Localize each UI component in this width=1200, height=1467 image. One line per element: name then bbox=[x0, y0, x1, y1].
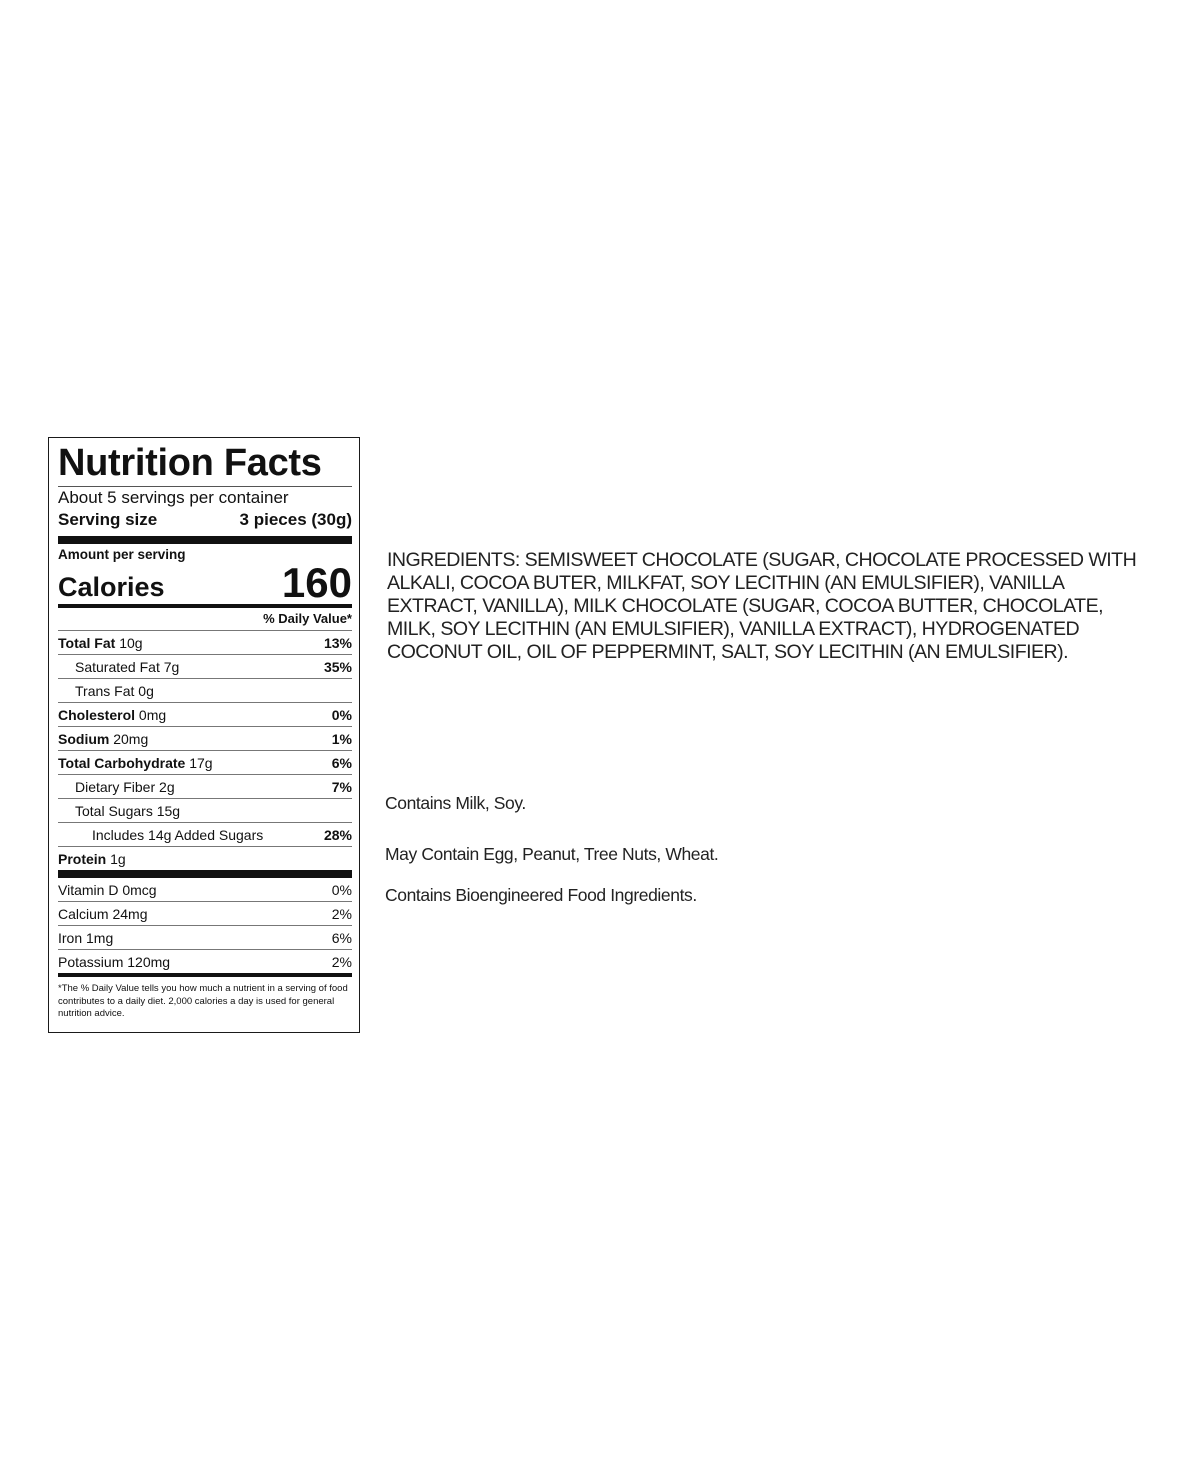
nutrient-dv: 0% bbox=[331, 706, 352, 723]
nutrient-dv: 6% bbox=[331, 754, 352, 771]
nutrient-row-trans-fat bbox=[58, 678, 352, 702]
vitamin-dv: 2% bbox=[331, 905, 352, 922]
servings-per-container: About 5 servings per container bbox=[58, 488, 289, 507]
nutrient-row-total-fat bbox=[58, 630, 352, 654]
nutrient-amount: 1g bbox=[110, 850, 126, 867]
calories-label: Calories bbox=[58, 572, 165, 602]
nutrient-name: Sodium bbox=[58, 730, 110, 747]
nutrient-row-total-sugars bbox=[58, 798, 352, 822]
nutrient-amount: 7g bbox=[163, 658, 180, 675]
nutrition-facts-content bbox=[58, 438, 352, 1021]
vitamin-name: Potassium bbox=[58, 953, 124, 970]
vitamin-row-iron bbox=[58, 925, 352, 949]
nutrient-dv: 35% bbox=[323, 658, 352, 675]
nutrient-name: Trans Fat bbox=[75, 682, 135, 699]
nutrient-name: Total Sugars bbox=[75, 802, 153, 819]
nutrient-row-added-sugars bbox=[58, 822, 352, 846]
nutrient-name: Protein bbox=[58, 850, 107, 867]
nutrient-name: Total Fat bbox=[58, 634, 116, 651]
vitamin-row-calcium bbox=[58, 901, 352, 925]
calories-value: 160 bbox=[281, 559, 352, 606]
may-contain-allergens: May Contain Egg, Peanut, Tree Nuts, Wheat. bbox=[385, 844, 719, 864]
medium-divider bbox=[58, 973, 352, 977]
nutrient-dv: 28% bbox=[323, 826, 352, 843]
serving-size-row bbox=[58, 509, 352, 531]
nutrient-name: Saturated Fat bbox=[75, 658, 160, 675]
vitamin-row-vitamin-d bbox=[58, 878, 352, 901]
nutrient-row-cholesterol bbox=[58, 702, 352, 726]
vitamin-row-potassium bbox=[58, 949, 352, 973]
vitamin-name: Calcium bbox=[58, 905, 109, 922]
amount-per-serving: Amount per serving bbox=[58, 547, 186, 562]
bioengineered-statement: Contains Bioengineered Food Ingredients. bbox=[385, 885, 697, 905]
contains-allergens: Contains Milk, Soy. bbox=[385, 793, 526, 813]
vitamin-dv: 6% bbox=[331, 929, 352, 946]
nutrition-facts-title: Nutrition Facts bbox=[58, 442, 322, 484]
nutrient-dv: 1% bbox=[331, 730, 352, 747]
nutrient-amount: 0g bbox=[138, 682, 154, 699]
vitamin-amount: 120mg bbox=[127, 953, 171, 970]
nutrient-amount: 10g bbox=[119, 634, 143, 651]
nutrient-row-total-carbohydrate bbox=[58, 750, 352, 774]
nutrient-amount: 15g bbox=[156, 802, 181, 819]
vitamin-name: Iron bbox=[58, 929, 83, 946]
vitamin-dv: 0% bbox=[331, 881, 352, 898]
vitamin-amount: 24mg bbox=[112, 905, 148, 922]
nutrient-amount: 17g bbox=[189, 754, 213, 771]
serving-size-value: 3 pieces (30g) bbox=[239, 510, 352, 529]
vitamin-name: Vitamin D bbox=[58, 881, 119, 898]
nutrient-amount: 20mg bbox=[113, 730, 149, 747]
nutrient-amount: 2g bbox=[159, 778, 175, 795]
nutrient-row-saturated-fat bbox=[58, 654, 352, 678]
nutrient-name: Total Carbohydrate bbox=[58, 754, 186, 771]
vitamin-dv: 2% bbox=[331, 953, 352, 970]
nutrient-row-dietary-fiber bbox=[58, 774, 352, 798]
thick-divider bbox=[58, 536, 352, 544]
ingredients-text: INGREDIENTS: SEMISWEET CHOCOLATE (SUGAR, CHOCOLATE PROCESSED WITH ALKALI, COCOA BUTER, MILKFAT, SOY LECITHIN (AN EMULSIFIER), VANILLA EXTRACT, VANILLA), MILK CHOCOLATE (SUGAR, COCOA BUTTER, CHOCOLATE, MILK, SOY LECITHIN (AN EMULSIFIER), VANILLA EXTRACT), HYDROGENATED COCONUT OIL, OIL OF PEPPERMINT, SALT, SOY LECITHIN (AN EMULSIFIER). bbox=[387, 549, 1137, 663]
daily-value-header: % Daily Value* bbox=[263, 611, 352, 626]
daily-value-footnote: *The % Daily Value tells you how much a nutrient in a serving of food contributes to a daily diet. 2,000 calories a day is used for general nutrition advice. bbox=[58, 983, 348, 1019]
nutrient-dv: 7% bbox=[331, 778, 352, 795]
serving-size-label: Serving size bbox=[58, 510, 158, 529]
nutrient-name: Cholesterol bbox=[58, 706, 136, 723]
vitamin-amount: 0mcg bbox=[122, 881, 157, 898]
vitamin-amount: 1mg bbox=[86, 929, 114, 946]
nutrient-row-protein bbox=[58, 846, 352, 870]
nutrient-dv: 13% bbox=[323, 634, 352, 651]
nutrient-name: Includes 14g Added Sugars bbox=[92, 826, 264, 843]
nutrient-amount: 0mg bbox=[138, 706, 167, 723]
nutrient-row-sodium bbox=[58, 726, 352, 750]
calories-row bbox=[58, 559, 352, 606]
nutrition-facts-panel bbox=[48, 437, 360, 1033]
thick-divider bbox=[58, 870, 352, 878]
nutrient-name: Dietary Fiber bbox=[75, 778, 156, 795]
